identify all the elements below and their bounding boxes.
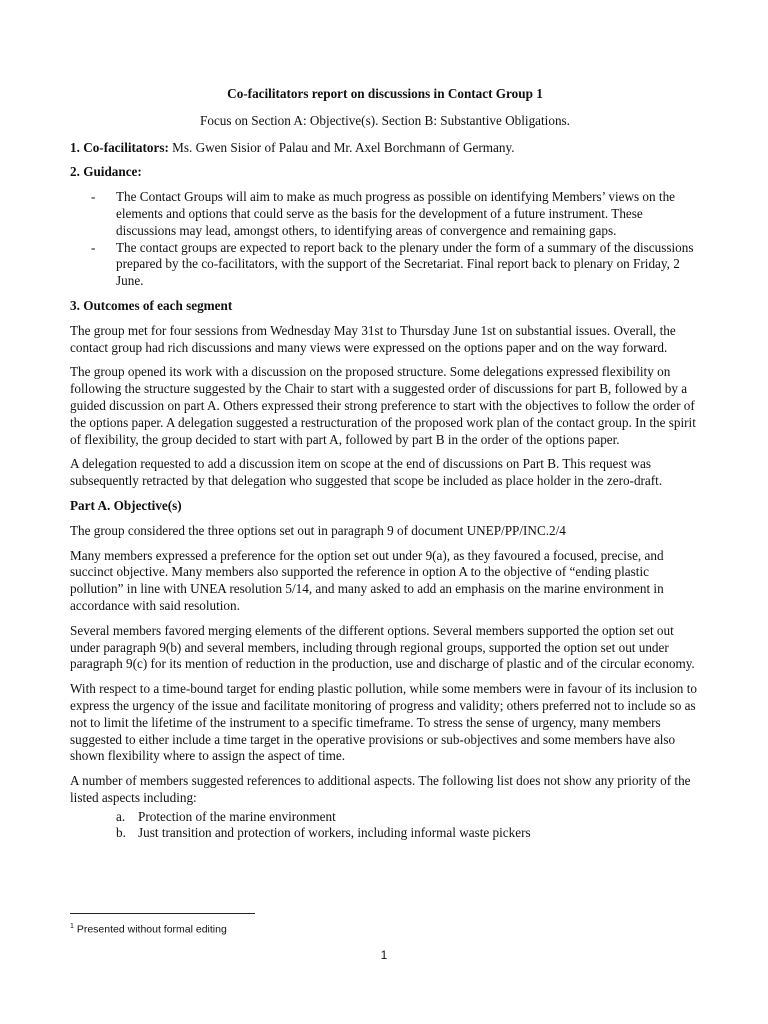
part-a-paragraph: With respect to a time-bound target for ending plastic pollution, while some members were in favour of its inclusion to express the urgency of the issue and facilitate monitoring of progress and validity; others preferred not to include so as not to limit the lifetime of the instrument to a specific timeframe. To stress the sense of urgency, many members suggested to either include a time target in the operative provisions or sub-objectives and some members have also shown flexibility where to assign the aspect of time. xyxy=(70,681,697,764)
footnote-number: 1 xyxy=(70,923,74,930)
document-page xyxy=(70,86,700,842)
aspects-list-item xyxy=(70,825,700,842)
footnote xyxy=(70,920,227,937)
cofacilitators-line xyxy=(70,140,700,157)
cofacilitators-label: 1. Co-facilitators: xyxy=(70,139,169,155)
guidance-heading: 2. Guidance: xyxy=(70,164,142,180)
part-a-paragraph: Many members expressed a preference for the option set out under 9(a), as they favoured a focused, precise, and succinct objective. Many members also supported the reference in option A to the objective of “ending plastic pollution” in line with UNEA resolution 5/14, and many asked to add an emphasis on the marine environment in accordance with said resolution. xyxy=(70,547,664,613)
outcomes-heading: 3. Outcomes of each segment xyxy=(70,297,233,313)
footnote-divider xyxy=(70,913,255,914)
list-marker: b. xyxy=(116,825,126,841)
outcomes-paragraph: The group met for four sessions from Wednesday May 31st to Thursday June 1st on substantial issues. Overall, the contact group had rich discussions and many views were expressed on the options paper and on the way forward. xyxy=(70,322,676,355)
guidance-item-text: The contact groups are expected to report back to the plenary under the form of a summary of the discussions prepared by the co-facilitators, with the support of the Secretariat. Final report back to plenary on Friday, 2 June. xyxy=(116,239,694,289)
aspects-list xyxy=(70,809,700,843)
part-a-paragraph: Several members favored merging elements of the different options. Several members supported the option set out under paragraph 9(b) and several members, including through regional groups, supported the option set out under paragraph 9(c) for its mention of reduction in the production, use and discharge of plastic and of the circular economy. xyxy=(70,622,695,672)
part-a-heading: Part A. Objective(s) xyxy=(70,497,182,513)
document-subtitle: Focus on Section A: Objective(s). Section B: Substantive Obligations. xyxy=(200,112,570,128)
outcomes-paragraph: A delegation requested to add a discussion item on scope at the end of discussions on Part B. This request was subsequently retracted by that delegation who suggested that scope be included as place holder in the zero-draft. xyxy=(70,456,663,489)
aspects-list-item xyxy=(70,809,700,826)
dash-bullet: - xyxy=(91,239,96,255)
cofacilitators-text: Ms. Gwen Sisior of Palau and Mr. Axel Borchmann of Germany. xyxy=(168,139,515,155)
list-marker: a. xyxy=(116,808,126,824)
part-a-paragraph: The group considered the three options set out in paragraph 9 of document UNEP/PP/INC.2/4 xyxy=(70,522,566,538)
outcomes-paragraph: The group opened its work with a discussion on the proposed structure. Some delegations expressed flexibility on following the structure suggested by the Chair to start with a suggested order of discussions for part B, followed by a guided discussion on part A. Others expressed their strong preference to start with the objectives to follow the order of the options paper. A delegation suggested a restructuration of the proposed work plan of the contact group. In the spirit of flexibility, the group decided to start with part A, followed by part B in the order of the options paper. xyxy=(70,364,696,447)
guidance-item xyxy=(70,240,700,290)
footnote-text: Presented without formal editing xyxy=(73,923,227,936)
part-a-paragraph: A number of members suggested references to additional aspects. The following list does not show any priority of the listed aspects including: xyxy=(70,773,691,805)
document-title: Co-facilitators report on discussions in Contact Group 1 xyxy=(227,86,543,101)
page-number: 1 xyxy=(380,948,388,962)
list-item-text: Just transition and protection of workers, including informal waste pickers xyxy=(138,825,531,841)
guidance-list xyxy=(70,189,700,290)
dash-bullet: - xyxy=(91,189,96,205)
guidance-item xyxy=(70,189,700,239)
guidance-item-text: The Contact Groups will aim to make as much progress as possible on identifying Members’ views on the elements and options that could serve as the basis for the development of a future instrument. These discussions may lead, amongst others, to identifying areas of convergence and remaining gaps. xyxy=(116,189,676,238)
list-item-text: Protection of the marine environment xyxy=(138,808,336,824)
